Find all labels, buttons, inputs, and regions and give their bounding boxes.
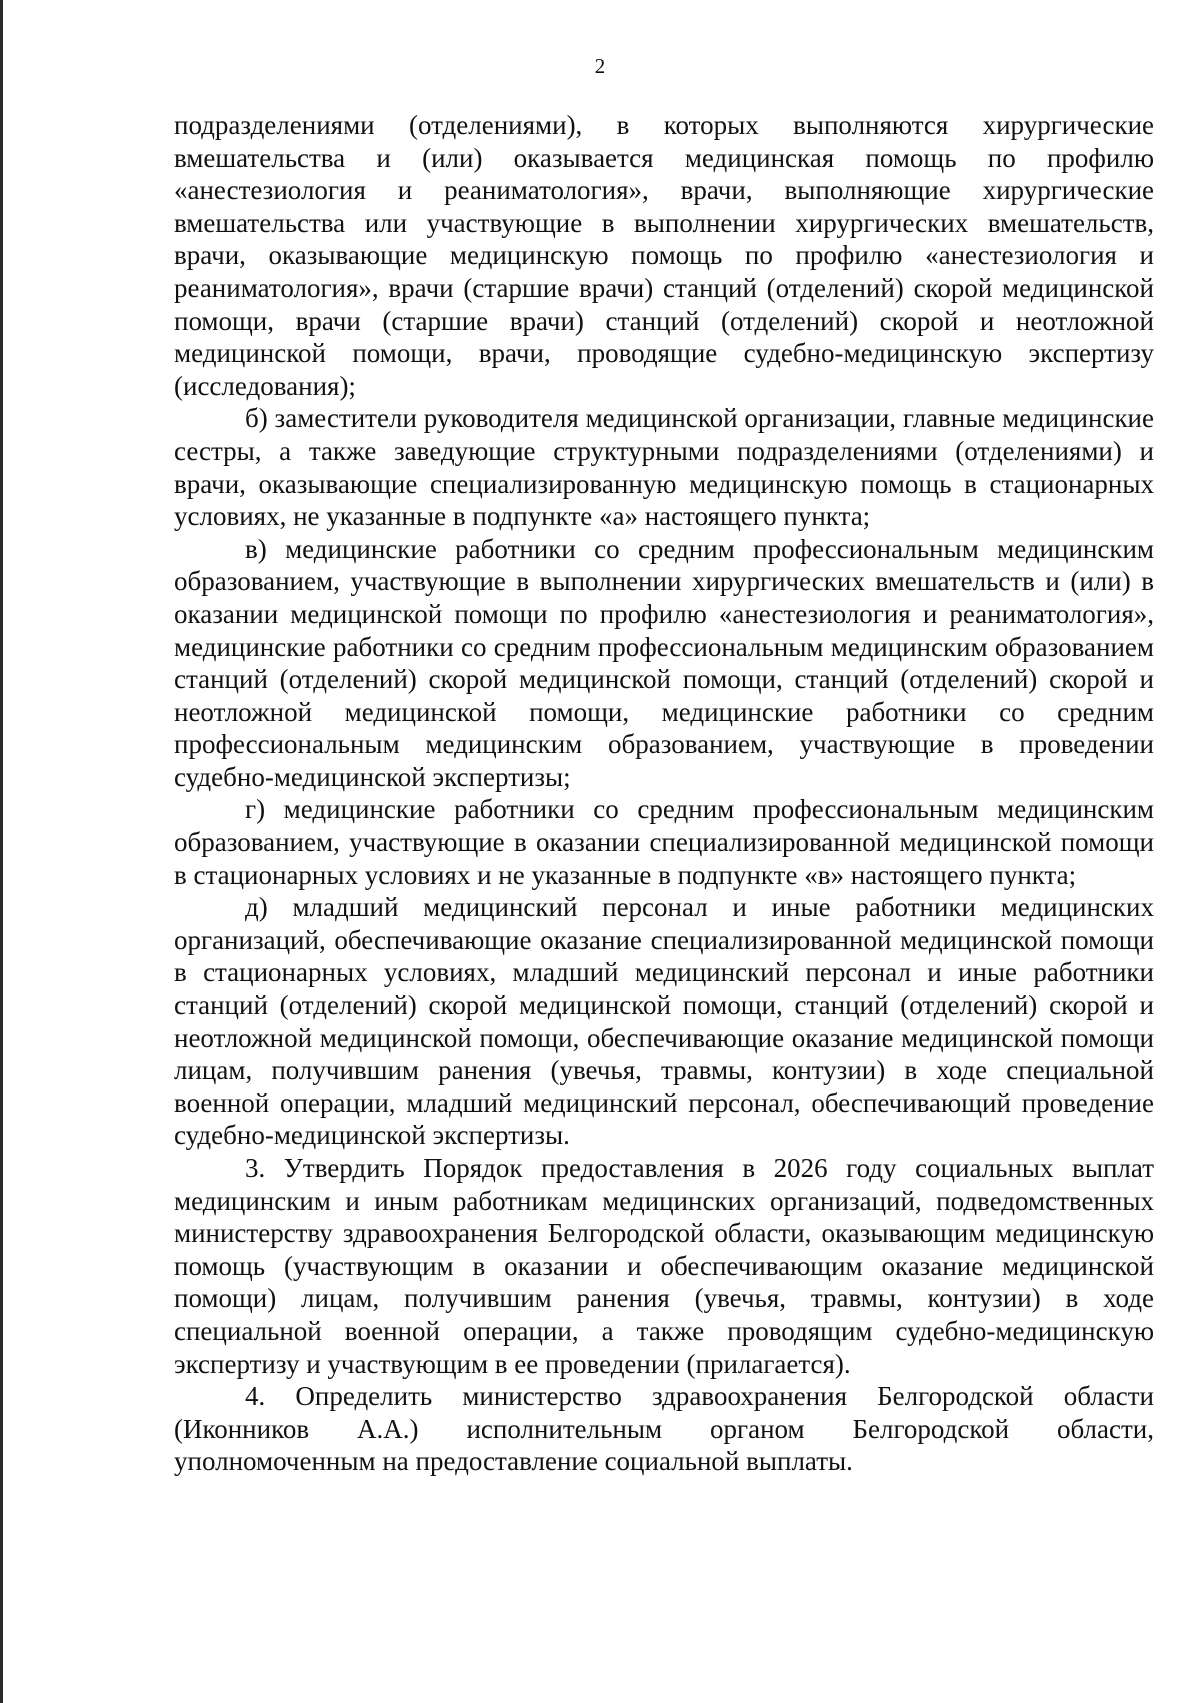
paragraph-clause-4: 4. Определить министерство здравоохранения Белгородской области (Иконников А.А.) исполнительным органом Белгородской области, уполномоченным на предоставление социальной выплаты. bbox=[174, 1381, 1154, 1477]
paragraph-continuation: подразделениями (отделениями), в которых выполняются хирургические вмешательства и (или) оказывается медицинская помощь по профилю «анестезиология и реаниматология», врачи, выполняющие хирургические вмешательства или участвующие в выполнении хирургических вмешательств, врачи, оказывающие медицинскую помощь по профилю «анестезиология и реаниматология», врачи (старшие врачи) станций (отделений) скорой медицинской помощи, врачи (старшие врачи) станций (отделений) скорой и неотложной медицинской помощи, врачи, проводящие судебно-медицинскую экспертизу (исследования); bbox=[174, 110, 1154, 401]
paragraph-item-d: д) младший медицинский персонал и иные работники медицинских организаций, обеспечивающие оказание специализированной медицинской помощи в стационарных условиях, младший медицинский персонал и иные работники станций (отделений) скорой медицинской помощи, станций (отделений) скорой и неотложной медицинской помощи, обеспечивающие оказание медицинской помощи лицам, получившим ранения (увечья, травмы, контузии) в ходе специальной военной операции, младший медицинский персонал, обеспечивающий проведение судебно-медицинской экспертизы. bbox=[174, 892, 1154, 1151]
document-body bbox=[174, 109, 1154, 1478]
paragraph-item-b: б) заместители руководителя медицинской организации, главные медицинские сестры, а также заведующие структурными подразделениями (отделениями) и врачи, оказывающие специализированную медицинскую помощь в стационарных условиях, не указанные в подпункте «а» настоящего пункта; bbox=[174, 403, 1154, 532]
page-number: 2 bbox=[594, 54, 606, 78]
paragraph-clause-3: 3. Утвердить Порядок предоставления в 2026 году социальных выплат медицинским и иным работникам медицинских организаций, подведомственных министерству здравоохранения Белгородской области, оказывающим медицинскую помощь (участвующим в оказании и обеспечивающим оказание медицинской помощи) лицам, получившим ранения (увечья, травмы, контузии) в ходе специальной военной операции, а также проводящим судебно-медицинскую экспертизу и участвующим в ее проведении (прилагается). bbox=[174, 1153, 1154, 1379]
paragraph-item-g: г) медицинские работники со средним профессиональным медицинским образованием, участвующие в оказании специализированной медицинской помощи в стационарных условиях и не указанные в подпункте «в» настоящего пункта; bbox=[174, 794, 1154, 890]
paragraph-item-v: в) медицинские работники со средним профессиональным медицинским образованием, участвующие в выполнении хирургических вмешательств и (или) в оказании медицинской помощи по профилю «анестезиология и реаниматология», медицинские работники со средним профессиональным медицинским образованием станций (отделений) скорой медицинской помощи, станций (отделений) скорой и неотложной медицинской помощи, медицинские работники со средним профессиональным медицинским образованием, участвующие в проведении судебно-медицинской экспертизы; bbox=[174, 533, 1154, 792]
